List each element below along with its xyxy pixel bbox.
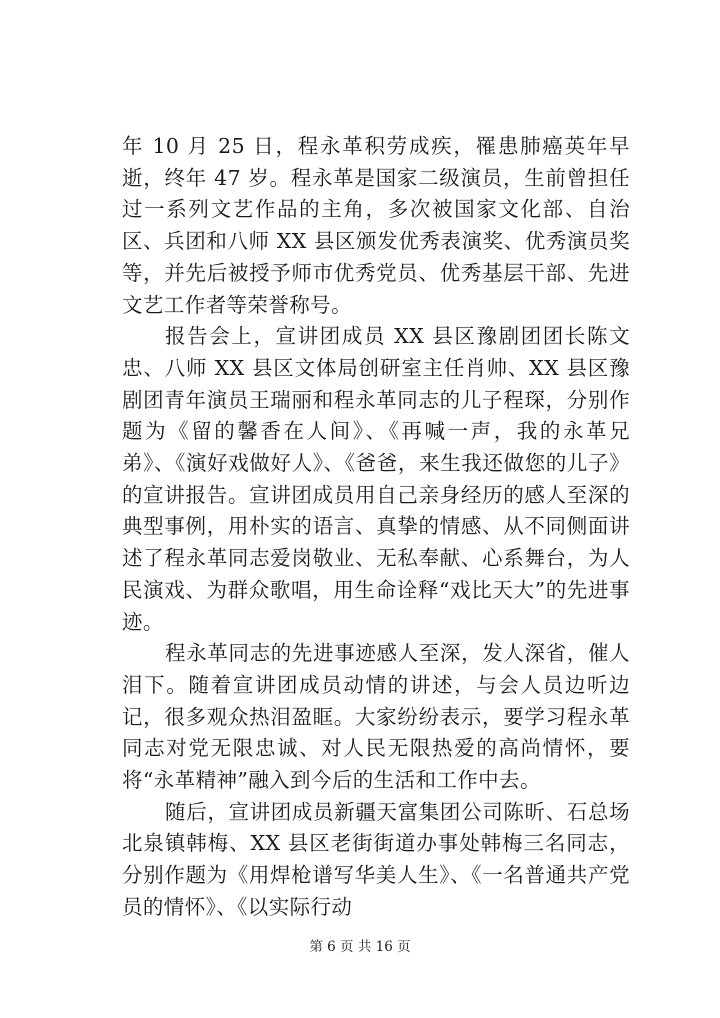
document-body xyxy=(122,131,630,924)
paragraph-4: 随后，宣讲团成员新疆天富集团公司陈昕、石总场北泉镇韩梅、XX 县区老街街道办事处韩梅三名同志，分别作题为《用焊枪谱写华美人生》、《一名普通共产党员的情怀》、《以实际行动 xyxy=(122,799,630,919)
page-footer xyxy=(0,937,720,957)
paragraph-3: 程永革同志的先进事迹感人至深，发人深省，催人泪下。随着宣讲团成员动情的讲述，与会人员边听边记，很多观众热泪盈眶。大家纷纷表示，要学习程永革同志对党无限忠诚、对人民无限热爱的高尚情怀，要将“永革精神”融入到今后的生活和工作中去。 xyxy=(122,641,630,793)
page-number-label: 第 6 页 共 16 页 xyxy=(309,939,411,955)
paragraph-1: 年 10 月 25 日，程永革积劳成疾，罹患肺癌英年早逝，终年 47 岁。程永革是国家二级演员，生前曾担任过一系列文艺作品的主角，多次被国家文化部、自治区、兵团和八师 XX 县区颁发优秀表演奖、优秀演员奖等，并先后被授予师市优秀党员、优秀基层干部、先进文艺工作者等荣誉称号。 xyxy=(122,134,630,317)
paragraph-2: 报告会上，宣讲团成员 XX 县区豫剧团团长陈文忠、八师 XX 县区文体局创研室主任肖帅、XX 县区豫剧团青年演员王瑞丽和程永革同志的儿子程琛，分别作题为《留的馨香在人间》、《再喊一声，我的永革兄弟》、《演好戏做好人》、《爸爸，来生我还做您的儿子》的宣讲报告。宣讲团成员用自己亲身经历的感人至深的典型事例，用朴实的语言、真挚的情感、从不同侧面讲述了程永革同志爱岗敬业、无私奉献、心系舞台，为人民演戏、为群众歌唱，用生命诠释“戏比天大”的先进事迹。 xyxy=(122,324,630,634)
